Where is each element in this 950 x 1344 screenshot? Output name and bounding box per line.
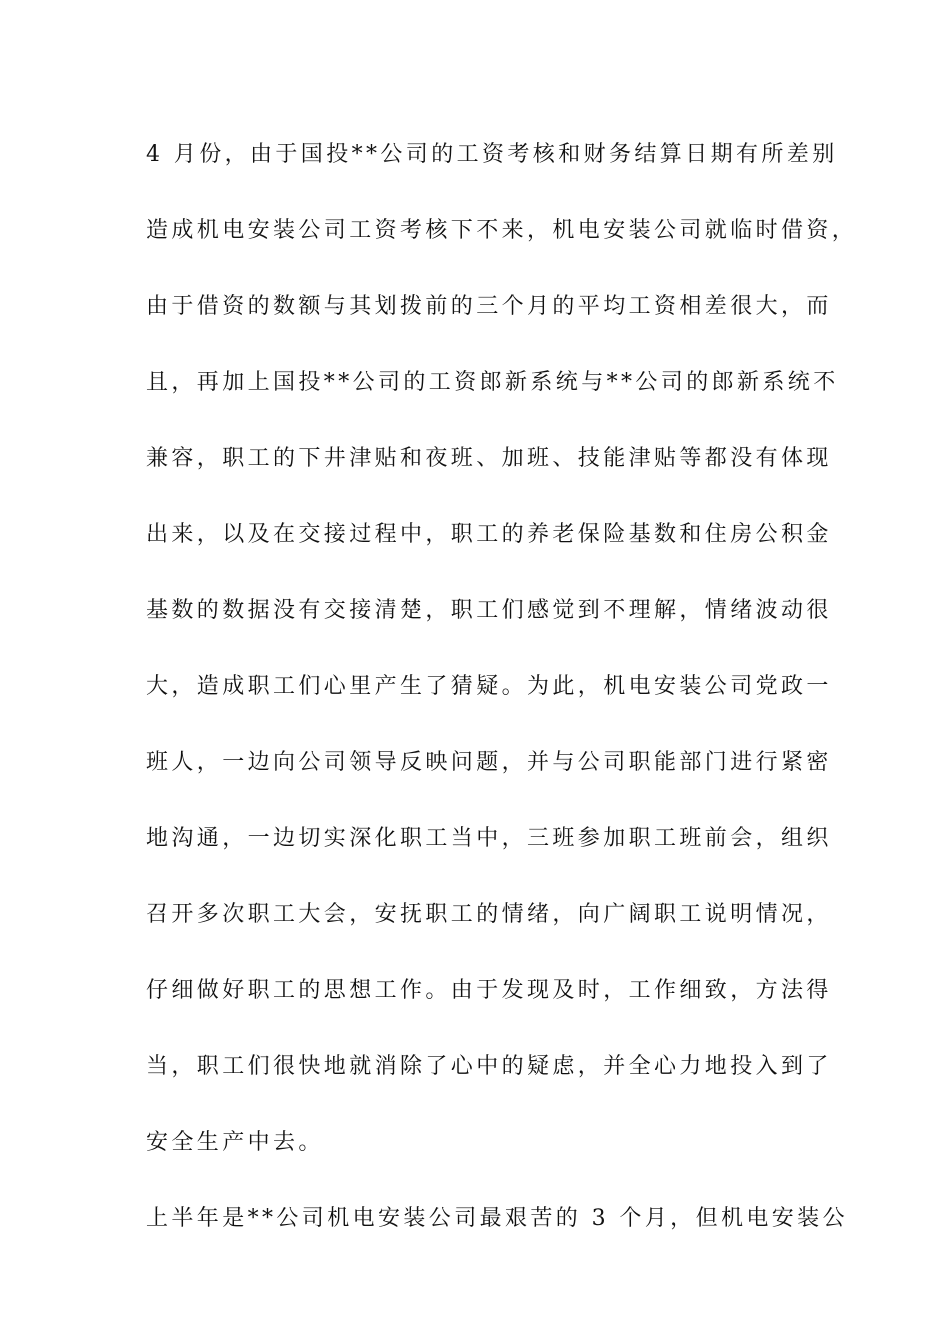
text-line: 仔细做好职工的思想工作。由于发现及时，工作细致，方法得 [146,978,832,1003]
text-line: 造成机电安装公司工资考核下不来，机电安装公司就临时借资， [146,218,858,243]
text-line: 出来，以及在交接过程中，职工的养老保险基数和住房公积金 [146,522,832,547]
text-line: 上半年是**公司机电安装公司最艰苦的 3 个月，但机电安装公 [146,1206,848,1231]
text-line: 召开多次职工大会，安抚职工的情绪，向广阔职工说明情况， [146,902,832,927]
text-line: 由于借资的数额与其划拨前的三个月的平均工资相差很大，而 [146,294,832,319]
text-line: 安全生产中去。 [146,1130,324,1155]
text-line: 班人，一边向公司领导反映问题，并与公司职能部门进行紧密 [146,750,832,775]
text-line: 兼容，职工的下井津贴和夜班、加班、技能津贴等都没有体现 [146,446,832,471]
text-line: 4 月份，由于国投**公司的工资考核和财务结算日期有所差别 [146,142,838,167]
text-line: 当，职工们很快地就消除了心中的疑虑，并全心力地投入到了 [146,1054,832,1079]
text-line: 地沟通，一边切实深化职工当中，三班参加职工班前会，组织 [146,826,832,851]
text-line: 大，造成职工们心里产生了猜疑。为此，机电安装公司党政一 [146,674,832,699]
text-line: 基数的数据没有交接清楚，职工们感觉到不理解，情绪波动很 [146,598,832,623]
text-line: 且，再加上国投**公司的工资郎新系统与**公司的郎新系统不 [146,370,839,395]
